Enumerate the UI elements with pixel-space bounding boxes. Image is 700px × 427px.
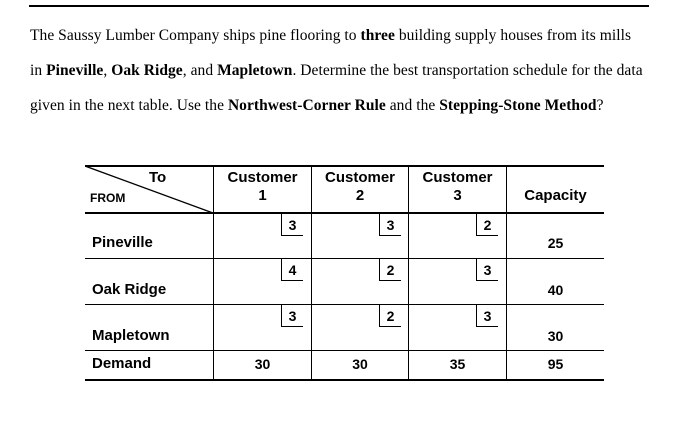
customer-3-header [409, 169, 506, 205]
demand-label: Demand [92, 355, 152, 372]
capacity-header: Capacity [524, 187, 587, 204]
problem-line-3: given in the next table. Use the Northwest-Corner Rule and the Stepping-Stone Method? [30, 97, 604, 114]
capacity-mapletown: 30 [547, 328, 564, 344]
problem-statement [30, 18, 655, 123]
cost-mapletown-c1: 3 [281, 305, 303, 327]
demand-c3: 35 [449, 356, 466, 372]
table-rule-row1 [85, 258, 604, 259]
table-rule-bottom [85, 379, 604, 381]
customer-3-line1: Customer [422, 169, 493, 186]
cost-mapletown-c2: 2 [379, 305, 401, 327]
transportation-table [85, 165, 604, 382]
customer-1-line1: Customer [227, 169, 298, 186]
cost-pineville-c1: 3 [281, 214, 303, 236]
cost-mapletown-c3: 3 [476, 305, 498, 327]
customer-3-line2: 3 [453, 187, 462, 204]
cost-pineville-c3: 2 [476, 214, 498, 236]
row-name-oak-ridge: Oak Ridge [92, 281, 167, 298]
customer-2-line2: 2 [355, 187, 365, 204]
problem-line-1: The Saussy Lumber Company ships pine flooring to three building supply houses from its mills [30, 27, 632, 44]
cost-oakridge-c3: 3 [476, 259, 498, 281]
cost-oakridge-c2: 2 [379, 259, 401, 281]
table-rule-row2 [85, 304, 604, 305]
capacity-oak-ridge: 40 [547, 282, 564, 298]
customer-1-header [214, 169, 311, 205]
demand-c2: 30 [352, 356, 368, 372]
total-supply-demand: 95 [547, 356, 564, 372]
customer-1-line2: 1 [258, 187, 267, 204]
table-rule-row3 [85, 350, 604, 351]
corner-from-label: FROM [90, 191, 126, 205]
customer-2-line1: Customer [324, 169, 395, 186]
row-name-pineville: Pineville [92, 234, 153, 251]
cost-pineville-c2: 3 [379, 214, 401, 236]
corner-to-label: To [149, 169, 167, 186]
capacity-pineville: 25 [547, 235, 564, 251]
cost-oakridge-c1: 4 [281, 259, 303, 281]
problem-line-2: in Pineville, Oak Ridge, and Mapletown. Determine the best transportation schedule for the data [30, 62, 643, 79]
top-rule [29, 5, 649, 7]
demand-c1: 30 [254, 356, 271, 372]
row-name-mapletown: Mapletown [92, 327, 170, 344]
customer-2-header [312, 169, 408, 205]
